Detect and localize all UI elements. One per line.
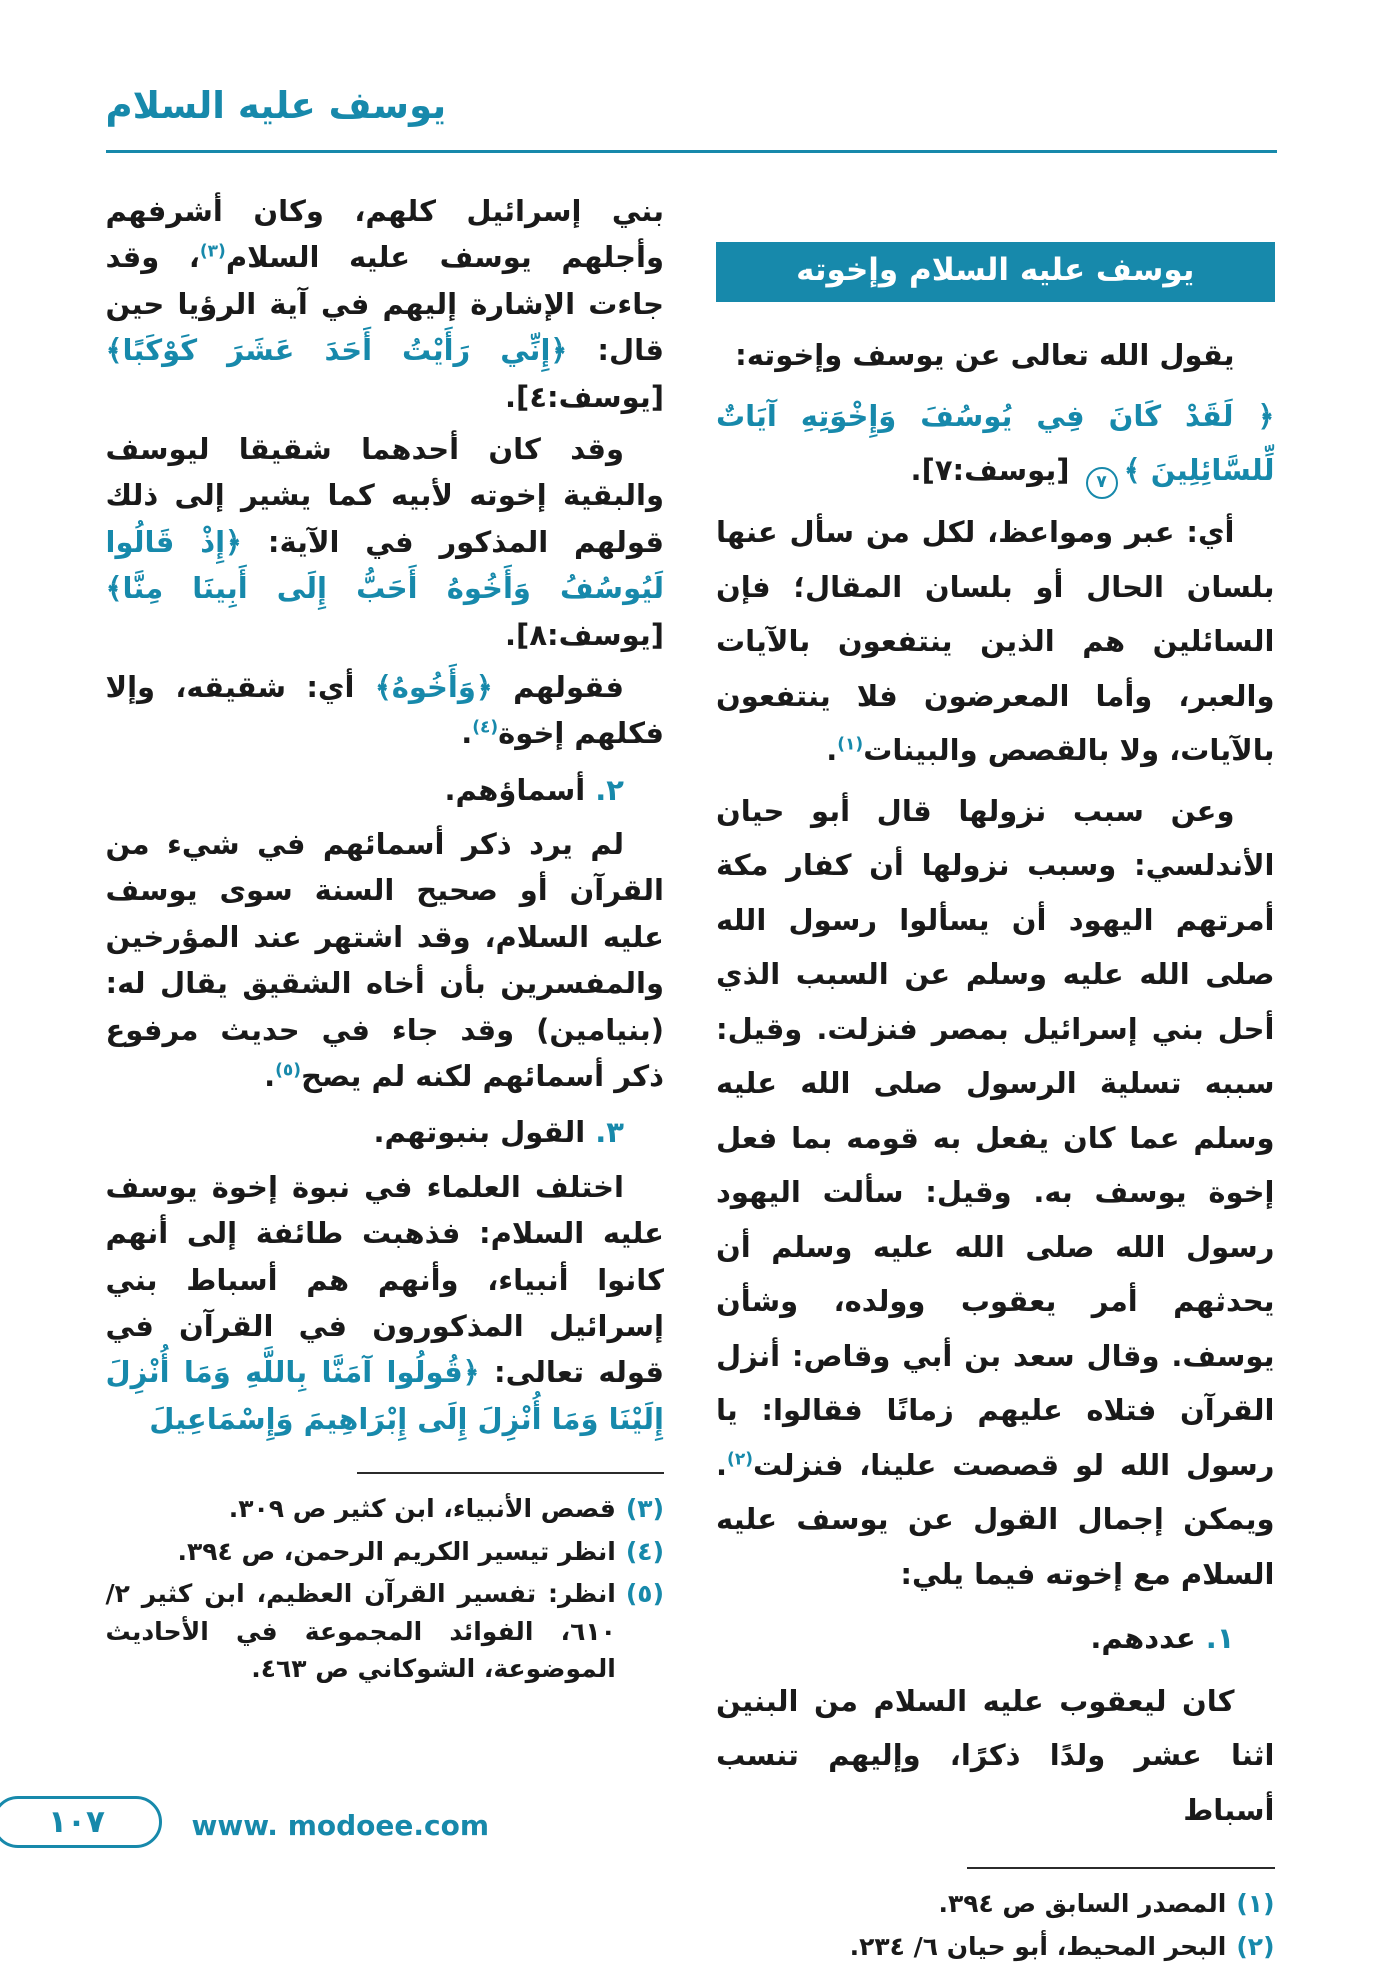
quran-verse: ﴿ لَقَدْ كَانَ فِي يُوسُفَ وَإِخْوَتِهِ آيَاتٌ لِّلسَّائِلِينَ ﴾ xyxy=(717,398,1276,488)
text-run: [يوسف:٧]. xyxy=(911,453,1081,488)
paragraph xyxy=(717,784,1276,1602)
text-run: يقول الله تعالى عن يوسف وإخوته: xyxy=(736,338,1236,372)
column-right xyxy=(717,188,1276,1970)
text-run: ، وقد جاءت الإشارة إليهم في آية الرؤيا حين قال: xyxy=(106,240,666,368)
footnote xyxy=(107,1575,666,1688)
text-run: عددهم. xyxy=(1091,1621,1197,1656)
text-run: لم يرد ذكر أسمائهم في شيء من القرآن أو صحيح السنة سوى يوسف عليه السلام، وقد اشتهر عند المؤرخين والمفسرين بأن أخاه الشقيق يقال له: (بنيامين) وقد جاء في حديث مرفوع ذكر أسمائهم لكنه لم يصح xyxy=(106,827,665,1094)
quran-verse: ﴿إِنِّي رَأَيْتُ أَحَدَ عَشَرَ كَوْكَبًا﴾ xyxy=(106,333,569,368)
text-run: . xyxy=(462,716,474,751)
header-rule xyxy=(107,150,1278,153)
text-run: فقولهم xyxy=(493,669,625,704)
footnote-separator xyxy=(968,1867,1275,1869)
footnote-number: (٥) xyxy=(626,1579,665,1609)
text-run: اختلف العلماء في نبوة إخوة يوسف عليه السلام: فذهبت طائفة إلى أنهم كانوا أنبياء، وأنهم هم أسباط بني إسرائيل المذكورون في القرآن في قوله تعالى: xyxy=(106,1169,665,1390)
quran-verse: ﴿قُولُوا آمَنَّا بِاللَّهِ وَمَا أُنْزِلَ إِلَيْنَا وَمَا أُنْزِلَ إِلَى إِبْرَاهِيمَ وَإِسْمَاعِيلَ xyxy=(106,1355,665,1436)
text-run: القول بنبوتهم. xyxy=(374,1115,587,1150)
column-right-text xyxy=(717,328,1276,1837)
paragraph xyxy=(717,1674,1276,1838)
footnote-number: (٣) xyxy=(626,1494,665,1524)
text-run: . xyxy=(265,1059,277,1094)
footnote-marker: (٤) xyxy=(473,717,500,738)
footnote-text: قصص الأنبياء، ابن كثير ص ٣٠٩. xyxy=(229,1494,617,1524)
heading-number: ١. xyxy=(1196,1621,1236,1656)
paragraph xyxy=(717,328,1276,383)
column-left-footnotes xyxy=(107,1490,666,1688)
footnote-marker: (٥) xyxy=(276,1060,303,1081)
footnote-separator xyxy=(358,1472,665,1474)
paragraph xyxy=(717,505,1276,778)
section-banner: يوسف عليه السلام وإخوته xyxy=(717,242,1276,302)
quran-verse: ﴿إِذْ قَالُوا لَيُوسُفُ وَأَخُوهُ أَحَبُّ إِلَى أَبِينَا مِنَّا﴾ xyxy=(106,524,665,606)
paragraph xyxy=(107,1164,666,1442)
text-run: [يوسف:٤]. xyxy=(506,379,665,414)
footnote-number: (١) xyxy=(1237,1889,1276,1919)
page-number-badge xyxy=(0,1796,163,1848)
paragraph xyxy=(107,426,666,658)
section-heading xyxy=(107,767,666,813)
text-run: أي: عبر ومواعظ، لكل من سأل عنها بلسان الحال أو بلسان المقال؛ فإن السائلين هم الذين ينتفعون بالآيات والعبر، وأما المعرضون فلا ينتفعون بالآيات، ولا بالقصص والبينات xyxy=(717,515,1276,768)
footnote-marker: (٣) xyxy=(200,241,227,262)
paragraph xyxy=(107,188,666,420)
footnote xyxy=(717,1928,1276,1966)
footnote-text: انظر تيسير الكريم الرحمن، ص ٣٩٤. xyxy=(178,1536,617,1566)
text-run: كان ليعقوب عليه السلام من البنين اثنا عشر ولدًا ذكرًا، وإليهم تنسب أسباط xyxy=(717,1683,1276,1827)
footnote xyxy=(717,1885,1276,1923)
text-run: وعن سبب نزولها قال أبو حيان الأندلسي: وسبب نزولها أن كفار مكة أمرتهم اليهود أن يسألوا رسول الله صلى الله عليه وسلم عن السبب الذي أحل بني إسرائيل بمصر فنزلت. وقيل: سببه تسلية الرسول صلى الله عليه وسلم عما كان يفعل به قومه بما فعل إخوة يوسف به. وقيل: سألت اليهود رسول الله صلى الله عليه وسلم أن يحدثهم أمر يعقوب وولده، وشأن يوسف. وقال سعد بن أبي وقاص: أنزل القرآن فتلاه عليهم زمانًا فقالوا: يا رسول الله لو قصصت علينا، فنزلت xyxy=(717,793,1276,1482)
heading-number: ٣. xyxy=(586,1115,625,1150)
website-url[interactable]: www. modoee.com xyxy=(192,1809,491,1842)
section-heading xyxy=(717,1611,1276,1666)
footnote xyxy=(107,1533,666,1571)
text-run: أسماؤهم. xyxy=(445,772,587,807)
quran-verse: ﴿وَأَخُوهُ﴾ xyxy=(375,669,494,704)
paragraph xyxy=(107,664,666,757)
section-heading xyxy=(107,1109,666,1155)
footnote xyxy=(107,1490,666,1528)
text-run: [يوسف:٨]. xyxy=(506,617,665,652)
text-columns xyxy=(107,188,1276,1970)
book-page xyxy=(23,0,1362,1961)
footnote-text: البحر المحيط، أبو حيان ٦/ ٢٣٤. xyxy=(850,1931,1228,1961)
text-run: . xyxy=(827,733,839,768)
heading-number: ٢. xyxy=(586,772,625,807)
running-head-title: يوسف عليه السلام xyxy=(106,84,448,127)
paragraph xyxy=(107,821,666,1099)
text-run: أي: شقيقه، وإلا فكلهم إخوة xyxy=(106,669,665,751)
footnote-marker: (٢) xyxy=(728,1449,754,1470)
footnote-text: المصدر السابق ص ٣٩٤. xyxy=(939,1889,1228,1919)
text-run: بني إسرائيل كلهم، وكان أشرفهم وأجلهم يوسف عليه السلام xyxy=(106,194,665,275)
footnote-text: انظر: تفسير القرآن العظيم، ابن كثير ٢/ ٦١٠، الفوائد المجموعة في الأحاديث الموضوعة، الشوكاني ص ٤٦٣. xyxy=(106,1579,617,1684)
text-run: . ويمكن إجمال القول عن يوسف عليه السلام مع إخوته فيما يلي: xyxy=(717,1447,1276,1591)
column-left xyxy=(107,188,666,1693)
column-right-footnotes xyxy=(717,1885,1276,1965)
paragraph xyxy=(717,389,1276,499)
page-number: ١٠٧ xyxy=(49,1804,106,1840)
footnote-number: (٢) xyxy=(1237,1931,1276,1961)
footnote-number: (٤) xyxy=(626,1536,665,1566)
ayah-number-circle: ٧ xyxy=(1087,467,1119,499)
column-left-text xyxy=(107,188,666,1442)
footnote-marker: (١) xyxy=(838,734,865,755)
text-run: وقد كان أحدهما شقيقا ليوسف والبقية إخوته لأبيه كما يشير إلى ذلك قولهم المذكور في الآية: xyxy=(106,431,666,559)
